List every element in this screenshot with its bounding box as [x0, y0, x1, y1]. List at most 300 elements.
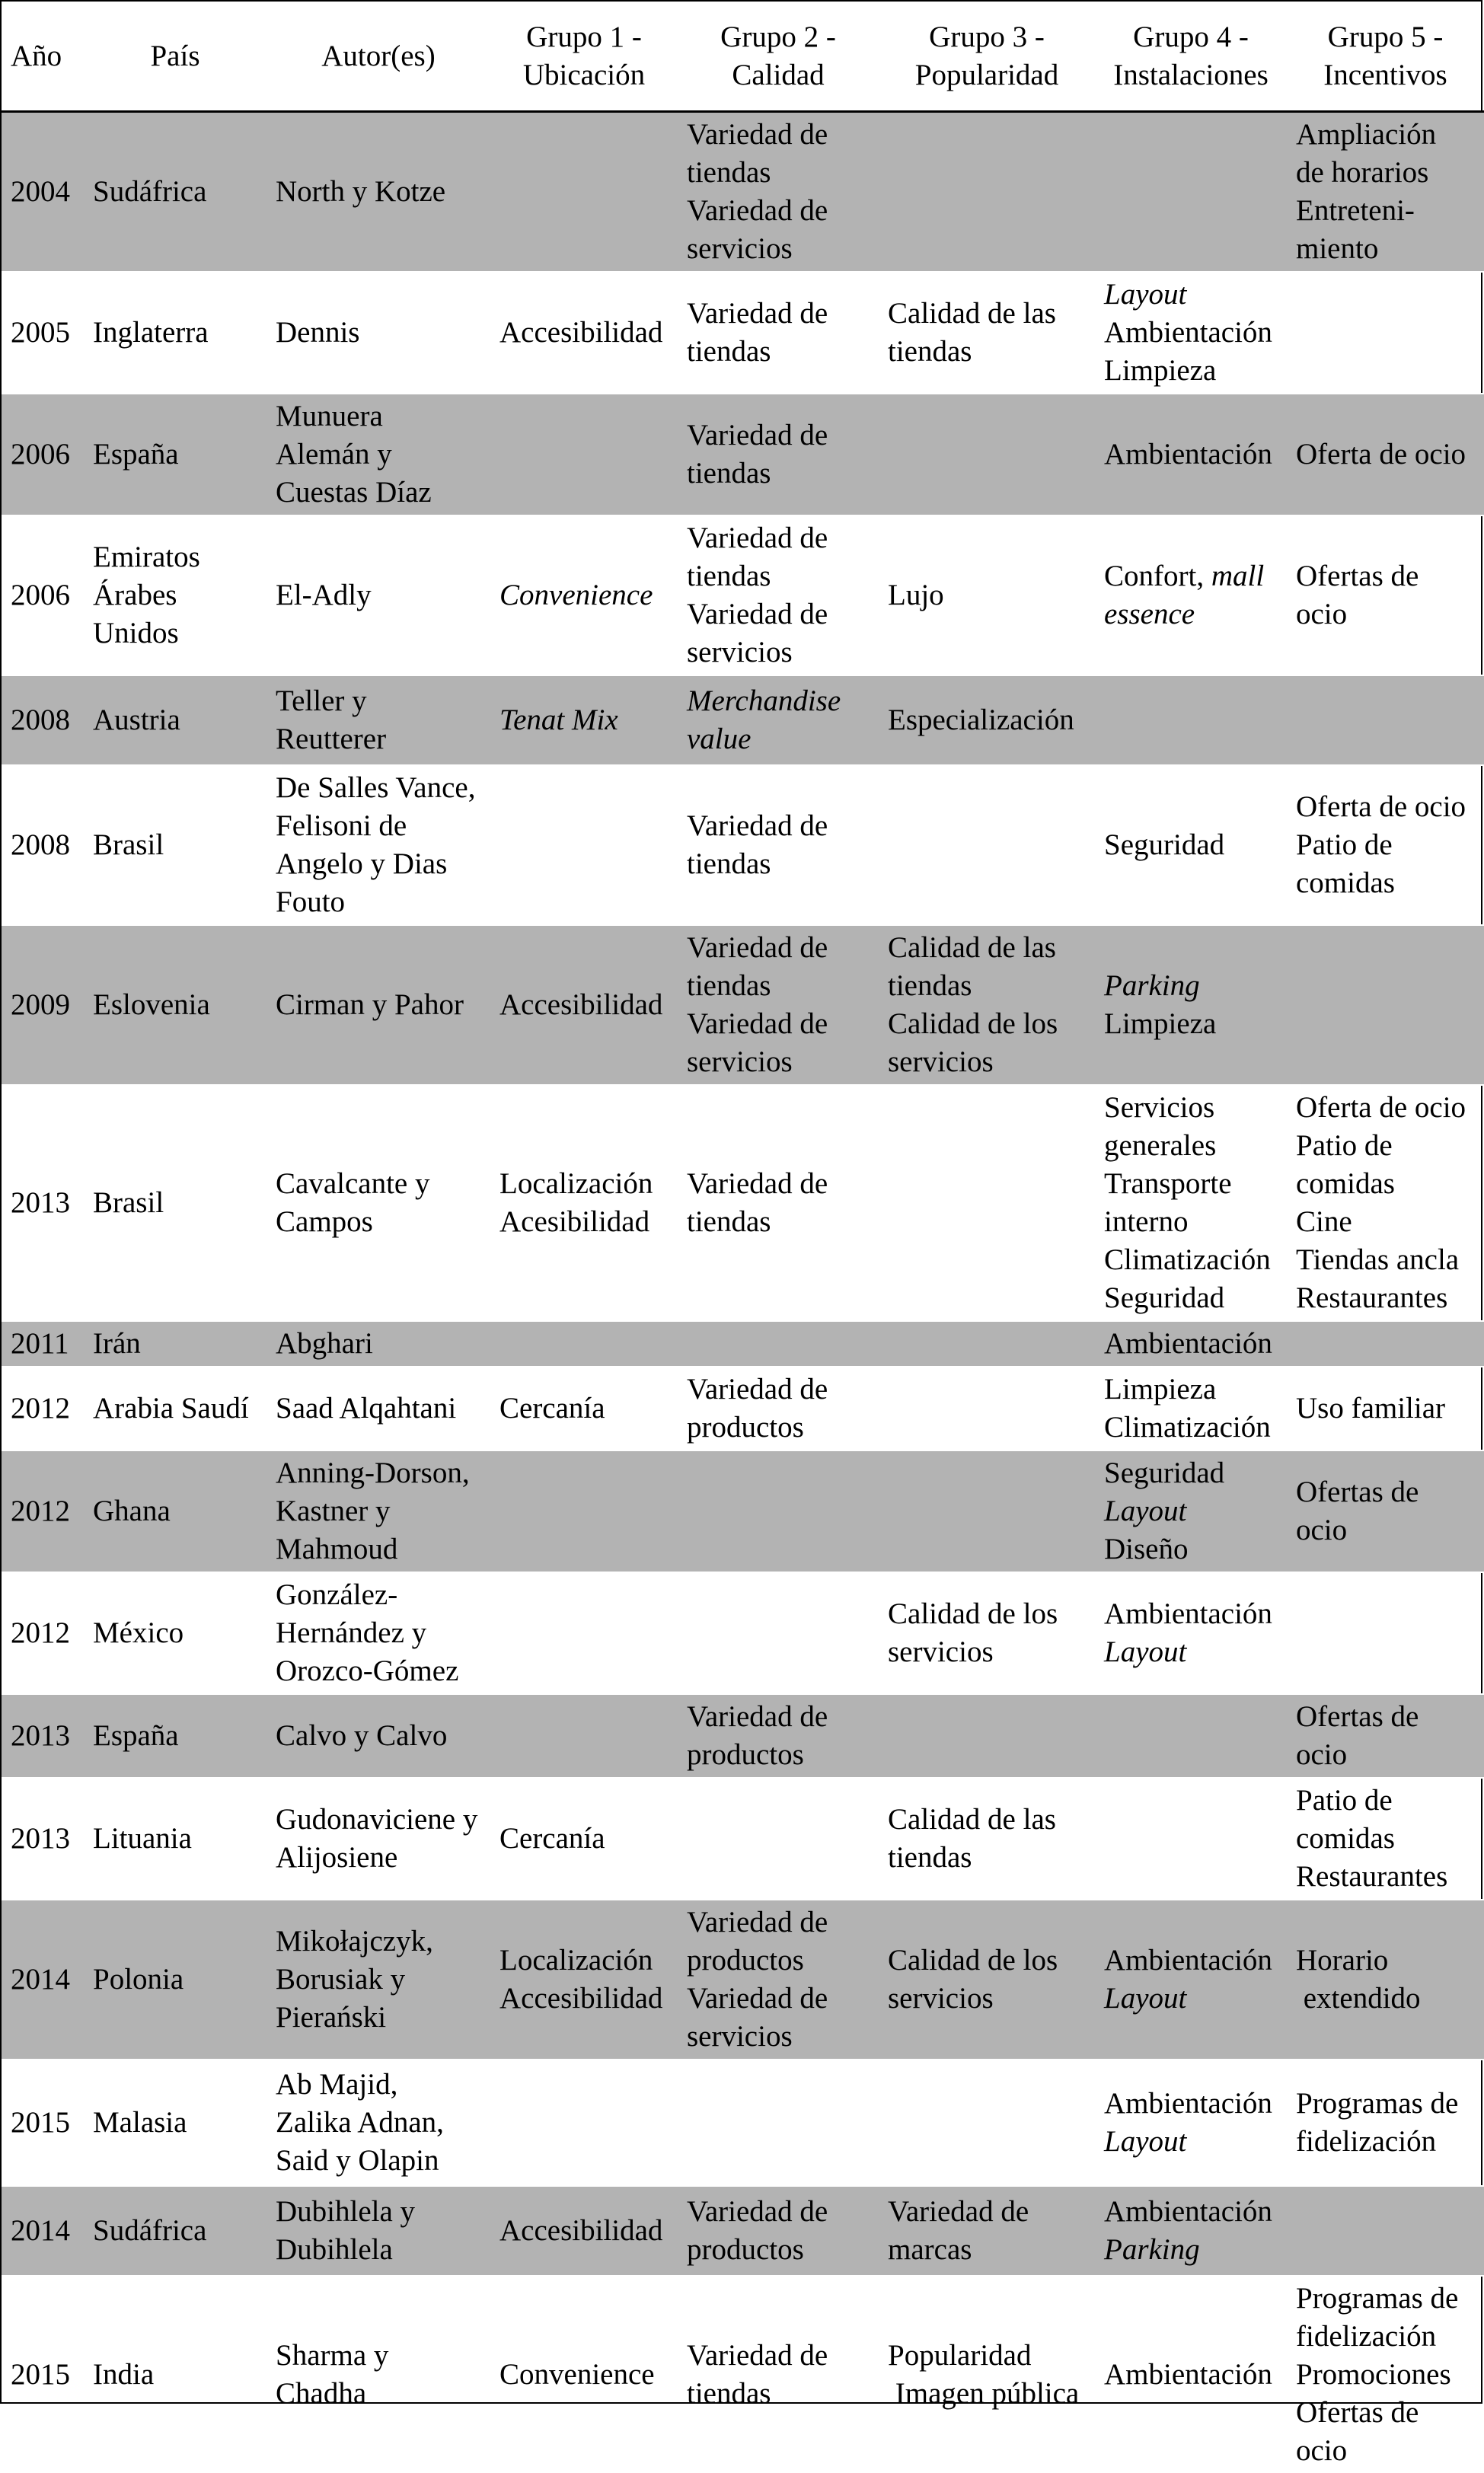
table-cell	[879, 1778, 1095, 1900]
cell-line: Variedad de	[687, 1005, 870, 1043]
table-cell	[84, 765, 266, 925]
cell-line: Layout	[1104, 2123, 1278, 2161]
table-row	[2, 1450, 1484, 1572]
table-cell	[879, 1450, 1095, 1572]
table-cell	[266, 675, 490, 765]
cell-line: Lituania	[93, 1820, 257, 1858]
table-cell	[678, 1572, 879, 1694]
table-cell	[879, 765, 1095, 925]
cell-line: Ubicación	[499, 56, 669, 94]
table-cell	[879, 2276, 1095, 2473]
cell-line: Munuera	[276, 397, 481, 436]
cell-line: Sharma y	[276, 2337, 481, 2375]
table-cell	[84, 2060, 266, 2186]
cell-line: Incentivos	[1296, 56, 1475, 94]
cell-line: servicios	[687, 1043, 870, 1081]
cell-line: 2012	[11, 1492, 75, 1530]
cell-line: Variedad de	[687, 192, 870, 230]
cell-line: Parking	[1104, 967, 1278, 1005]
cell-line: Gudonaviciene y	[276, 1801, 481, 1839]
table-cell	[266, 394, 490, 515]
table-cell	[678, 1900, 879, 2060]
cell-line: 2014	[11, 2212, 75, 2250]
cell-line: Oferta de ocio	[1296, 436, 1475, 474]
cell-line: Layout	[1104, 1633, 1278, 1671]
table-cell	[1287, 1085, 1484, 1321]
cell-line: Calidad de los	[888, 1595, 1086, 1633]
column-header	[879, 2, 1095, 112]
cell-line: North y Kotze	[276, 173, 481, 211]
cell-line: Cavalcante y	[276, 1165, 481, 1203]
cell-line: Ofertas de	[1296, 2394, 1475, 2432]
cell-line: Tenat Mix	[499, 701, 669, 739]
table-cell	[879, 1900, 1095, 2060]
cell-line: Cercanía	[499, 1390, 669, 1428]
column-header	[490, 2, 678, 112]
table-cell	[84, 1694, 266, 1778]
cell-line: Restaurantes	[1296, 1279, 1475, 1317]
cell-line: Acesibilidad	[499, 1203, 669, 1241]
cell-line: Variedad de	[687, 2193, 870, 2231]
table-cell	[1095, 1450, 1287, 1572]
cell-line: Accesibilidad	[499, 986, 669, 1024]
table-cell	[1095, 1572, 1287, 1694]
table-cell	[1095, 272, 1287, 394]
table-row	[2, 1321, 1484, 1367]
cell-line: Árabes	[93, 576, 257, 614]
cell-line: comidas	[1296, 1820, 1475, 1858]
table-cell	[490, 1572, 678, 1694]
table-cell	[490, 2186, 678, 2276]
table-row	[2, 272, 1484, 394]
cell-line: Grupo 2 -	[687, 18, 870, 56]
table-cell	[1287, 2276, 1484, 2473]
cell-line: Transporte	[1104, 1165, 1278, 1203]
table-cell	[266, 2186, 490, 2276]
table-cell	[490, 515, 678, 675]
cell-line: País	[93, 37, 257, 75]
column-header	[84, 2, 266, 112]
cell-line: Variedad de	[687, 1371, 870, 1409]
table-cell	[490, 2276, 678, 2473]
table-cell	[84, 394, 266, 515]
table-cell	[678, 112, 879, 273]
table-cell	[266, 1572, 490, 1694]
cell-line: Accesibilidad	[499, 2212, 669, 2250]
cell-line: Variedad de	[687, 519, 870, 557]
cell-line: Popularidad	[888, 2337, 1086, 2375]
cell-line: Variedad de	[687, 295, 870, 333]
cell-line: Especialización	[888, 701, 1086, 739]
column-header	[266, 2, 490, 112]
cell-line: Malasia	[93, 2104, 257, 2142]
cell-line: Entreteni-	[1296, 192, 1475, 230]
table-cell	[1095, 2186, 1287, 2276]
cell-line: Sudáfrica	[93, 2212, 257, 2250]
cell-line: Dennis	[276, 314, 481, 352]
cell-line: Pierański	[276, 1999, 481, 2037]
table-row	[2, 1572, 1484, 1694]
cell-line: González-	[276, 1576, 481, 1614]
table-cell	[1095, 1778, 1287, 1900]
cell-line: Limpieza	[1104, 1371, 1278, 1409]
cell-line: Convenience	[499, 2356, 669, 2394]
cell-line: tiendas	[687, 333, 870, 371]
cell-line: Ambientación	[1104, 2085, 1278, 2123]
table-cell	[2, 1572, 84, 1694]
cell-line: ocio	[1296, 1511, 1475, 1549]
cell-line: Ampliación	[1296, 116, 1475, 154]
cell-line: Oferta de ocio	[1296, 788, 1475, 826]
cell-line: tiendas	[888, 1839, 1086, 1877]
table-cell	[678, 765, 879, 925]
cell-line: Ambientación	[1104, 314, 1278, 352]
cell-line: Confort, mall	[1104, 557, 1278, 595]
cell-line: 2006	[11, 576, 75, 614]
table-cell	[84, 515, 266, 675]
table-body	[2, 112, 1484, 2473]
table-cell	[266, 1900, 490, 2060]
table-row	[2, 394, 1484, 515]
table-cell	[678, 2060, 879, 2186]
table-cell	[266, 112, 490, 273]
table-cell	[678, 2276, 879, 2473]
table-cell	[84, 675, 266, 765]
cell-line: Brasil	[93, 1184, 257, 1222]
cell-line: Cirman y Pahor	[276, 986, 481, 1024]
cell-line: Localización	[499, 1942, 669, 1980]
table-cell	[678, 1321, 879, 1367]
table-cell	[879, 112, 1095, 273]
cell-line: Ambientación	[1104, 1595, 1278, 1633]
cell-line: Sudáfrica	[93, 173, 257, 211]
cell-line: Lujo	[888, 576, 1086, 614]
table-cell	[678, 1694, 879, 1778]
table-cell	[678, 2186, 879, 2276]
cell-line: 2012	[11, 1390, 75, 1428]
cell-line: servicios	[888, 1980, 1086, 2018]
cell-line: productos	[687, 1409, 870, 1447]
table-row	[2, 925, 1484, 1085]
cell-line: Imagen pública	[888, 2375, 1086, 2413]
cell-line: productos	[687, 1736, 870, 1774]
table-cell	[2, 515, 84, 675]
cell-line: 2013	[11, 1184, 75, 1222]
table-cell	[678, 1367, 879, 1450]
cell-line: Mikołajczyk,	[276, 1923, 481, 1961]
table-cell	[2, 925, 84, 1085]
table-row	[2, 1367, 1484, 1450]
cell-line: Seguridad	[1104, 826, 1278, 864]
cell-line: Patio de	[1296, 826, 1475, 864]
cell-line: Variedad de	[687, 416, 870, 455]
table-cell	[490, 1367, 678, 1450]
cell-line: Ofertas de	[1296, 557, 1475, 595]
table-cell	[1287, 765, 1484, 925]
cell-line: Seguridad	[1104, 1279, 1278, 1317]
cell-line: Variedad de	[687, 595, 870, 633]
table-cell	[678, 515, 879, 675]
table-cell	[490, 1900, 678, 2060]
table-cell	[266, 1085, 490, 1321]
table-cell	[266, 1321, 490, 1367]
cell-line: Patio de	[1296, 1127, 1475, 1165]
table-cell	[2, 1367, 84, 1450]
table-cell	[678, 1085, 879, 1321]
table-cell	[266, 272, 490, 394]
table-cell	[1095, 112, 1287, 273]
cell-line: Accesibilidad	[499, 314, 669, 352]
table-cell	[879, 1085, 1095, 1321]
table-cell	[2, 765, 84, 925]
table-cell	[678, 675, 879, 765]
cell-line: Calidad de las	[888, 295, 1086, 333]
column-header	[678, 2, 879, 112]
table-cell	[490, 272, 678, 394]
cell-line: Variedad de	[687, 1980, 870, 2018]
table-cell	[84, 112, 266, 273]
table-cell	[84, 1450, 266, 1572]
table-cell	[490, 1694, 678, 1778]
cell-line: Ambientación	[1104, 2356, 1278, 2394]
table-cell	[879, 2186, 1095, 2276]
cell-line: Convenience	[499, 576, 669, 614]
table-cell	[1095, 1367, 1287, 1450]
table-cell	[879, 1694, 1095, 1778]
cell-line: Merchandise	[687, 682, 870, 720]
cell-line: Eslovenia	[93, 986, 257, 1024]
cell-line: Calidad de los	[888, 1005, 1086, 1043]
table-cell	[1095, 1694, 1287, 1778]
cell-line: Promociones	[1296, 2356, 1475, 2394]
table-cell	[879, 272, 1095, 394]
table-cell	[490, 1321, 678, 1367]
table-cell	[1287, 1321, 1484, 1367]
cell-line: ocio	[1296, 2432, 1475, 2470]
cell-line: Ambientación	[1104, 436, 1278, 474]
cell-line: tiendas	[687, 2375, 870, 2413]
table-cell	[1287, 1778, 1484, 1900]
column-header	[2, 2, 84, 112]
cell-line: servicios	[888, 1633, 1086, 1671]
cell-line: Programas de	[1296, 2085, 1475, 2123]
table-cell	[2, 272, 84, 394]
table-cell	[678, 394, 879, 515]
cell-line: de horarios	[1296, 154, 1475, 192]
cell-line: Irán	[93, 1325, 257, 1363]
cell-line: Grupo 1 -	[499, 18, 669, 56]
table-cell	[1287, 272, 1484, 394]
cell-line: Patio de	[1296, 1782, 1475, 1820]
table-cell	[879, 925, 1095, 1085]
table-cell	[490, 1778, 678, 1900]
cell-line: Variedad de	[687, 807, 870, 845]
cell-line: Variedad de	[687, 2337, 870, 2375]
table-cell	[490, 1450, 678, 1572]
table-cell	[490, 2060, 678, 2186]
column-header	[1095, 2, 1287, 112]
table-cell	[266, 1694, 490, 1778]
table-row	[2, 112, 1484, 273]
table-cell	[1287, 1367, 1484, 1450]
table-cell	[2, 2186, 84, 2276]
table-cell	[266, 2276, 490, 2473]
table-cell	[1287, 1572, 1484, 1694]
cell-line: India	[93, 2356, 257, 2394]
table-cell	[1287, 1694, 1484, 1778]
table-cell	[490, 675, 678, 765]
table-cell	[1287, 515, 1484, 675]
table-cell	[2, 1778, 84, 1900]
cell-line: 2005	[11, 314, 75, 352]
cell-line: extendido	[1296, 1980, 1475, 2018]
table-cell	[1287, 112, 1484, 273]
cell-line: Cine	[1296, 1203, 1475, 1241]
cell-line: Teller y	[276, 682, 481, 720]
cell-line: tiendas	[687, 154, 870, 192]
cell-line: Grupo 5 -	[1296, 18, 1475, 56]
table-cell	[84, 2186, 266, 2276]
table-row	[2, 2276, 1484, 2473]
cell-line: productos	[687, 1942, 870, 1980]
table-cell	[879, 515, 1095, 675]
table-cell	[2, 675, 84, 765]
table-cell	[266, 765, 490, 925]
table-cell	[84, 1572, 266, 1694]
table-cell	[879, 1572, 1095, 1694]
table-cell	[84, 1778, 266, 1900]
cell-line: value	[687, 720, 870, 758]
table-cell	[490, 112, 678, 273]
cell-line: tiendas	[888, 967, 1086, 1005]
table-cell	[266, 2060, 490, 2186]
table-cell	[1095, 675, 1287, 765]
cell-line: Borusiak y	[276, 1961, 481, 1999]
cell-line: Diseño	[1104, 1530, 1278, 1568]
cell-line: Variedad de	[687, 1698, 870, 1736]
cell-line: 2013	[11, 1820, 75, 1858]
cell-line: 2012	[11, 1614, 75, 1652]
cell-line: Fouto	[276, 883, 481, 921]
table-cell	[1287, 2186, 1484, 2276]
table-cell	[1095, 2060, 1287, 2186]
cell-line: Instalaciones	[1104, 56, 1278, 94]
cell-line: Orozco-Gómez	[276, 1652, 481, 1690]
cell-line: Calidad	[687, 56, 870, 94]
table-cell	[1287, 2060, 1484, 2186]
cell-line: Inglaterra	[93, 314, 257, 352]
cell-line: España	[93, 436, 257, 474]
table-cell	[678, 1778, 879, 1900]
shopping-center-attributes-table	[2, 2, 1484, 2473]
cell-line: fidelización	[1296, 2318, 1475, 2356]
cell-line: Dubihlela	[276, 2231, 481, 2269]
table-cell	[266, 1367, 490, 1450]
cell-line: Ghana	[93, 1492, 257, 1530]
cell-line: Ofertas de	[1296, 1698, 1475, 1736]
cell-line: miento	[1296, 230, 1475, 268]
cell-line: servicios	[687, 633, 870, 672]
table-cell	[879, 2060, 1095, 2186]
cell-line: España	[93, 1717, 257, 1755]
cell-line: Accesibilidad	[499, 1980, 669, 2018]
cell-line: Zalika Adnan,	[276, 2104, 481, 2142]
table-row	[2, 2060, 1484, 2186]
cell-line: Alijosiene	[276, 1839, 481, 1877]
cell-line: Said y Olapin	[276, 2142, 481, 2180]
table-row	[2, 765, 1484, 925]
cell-line: essence	[1104, 595, 1278, 633]
cell-line: Ab Majid,	[276, 2066, 481, 2104]
cell-line: marcas	[888, 2231, 1086, 2269]
table-row	[2, 675, 1484, 765]
cell-line: comidas	[1296, 864, 1475, 902]
cell-line: ocio	[1296, 595, 1475, 633]
cell-line: Ambientación	[1104, 2193, 1278, 2231]
table-cell	[1287, 925, 1484, 1085]
table-cell	[490, 394, 678, 515]
table-cell	[879, 675, 1095, 765]
cell-line: Layout	[1104, 1980, 1278, 2018]
cell-line: tiendas	[888, 333, 1086, 371]
cell-line: fidelización	[1296, 2123, 1475, 2161]
table-cell	[490, 765, 678, 925]
cell-line: Oferta de ocio	[1296, 1089, 1475, 1127]
table-cell	[678, 1450, 879, 1572]
cell-line: Mahmoud	[276, 1530, 481, 1568]
cell-line: Calidad de los	[888, 1942, 1086, 1980]
table-cell	[84, 2276, 266, 2473]
cell-line: servicios	[687, 2018, 870, 2056]
cell-line: Angelo y Dias	[276, 845, 481, 883]
cell-line: Año	[11, 37, 75, 75]
cell-line: tiendas	[687, 455, 870, 493]
cell-line: Austria	[93, 701, 257, 739]
table-cell	[84, 1900, 266, 2060]
cell-line: Ambientación	[1104, 1942, 1278, 1980]
table-row	[2, 1778, 1484, 1900]
table-cell	[1095, 1085, 1287, 1321]
table-cell	[879, 1321, 1095, 1367]
cell-line: Servicios	[1104, 1089, 1278, 1127]
cell-line: Cercanía	[499, 1820, 669, 1858]
table-cell	[490, 925, 678, 1085]
table-cell	[2, 1321, 84, 1367]
table-cell	[678, 272, 879, 394]
table-cell	[84, 1367, 266, 1450]
cell-line: Localización	[499, 1165, 669, 1203]
table-cell	[2, 1085, 84, 1321]
table-header	[2, 2, 1484, 112]
table-cell	[1287, 394, 1484, 515]
table-cell	[1095, 1900, 1287, 2060]
cell-line: Limpieza	[1104, 1005, 1278, 1043]
cell-line: Parking	[1104, 2231, 1278, 2269]
table-cell	[2, 1450, 84, 1572]
cell-line: Dubihlela y	[276, 2193, 481, 2231]
cell-line: 2008	[11, 826, 75, 864]
cell-line: Layout	[1104, 1492, 1278, 1530]
cell-line: Horario	[1296, 1942, 1475, 1980]
cell-line: Variedad de	[687, 116, 870, 154]
table-cell	[1095, 1321, 1287, 1367]
cell-line: Programas de	[1296, 2280, 1475, 2318]
cell-line: Emiratos	[93, 538, 257, 576]
cell-line: Restaurantes	[1296, 1858, 1475, 1896]
table-row	[2, 1694, 1484, 1778]
table-cell	[266, 1778, 490, 1900]
cell-line: Abghari	[276, 1325, 481, 1363]
